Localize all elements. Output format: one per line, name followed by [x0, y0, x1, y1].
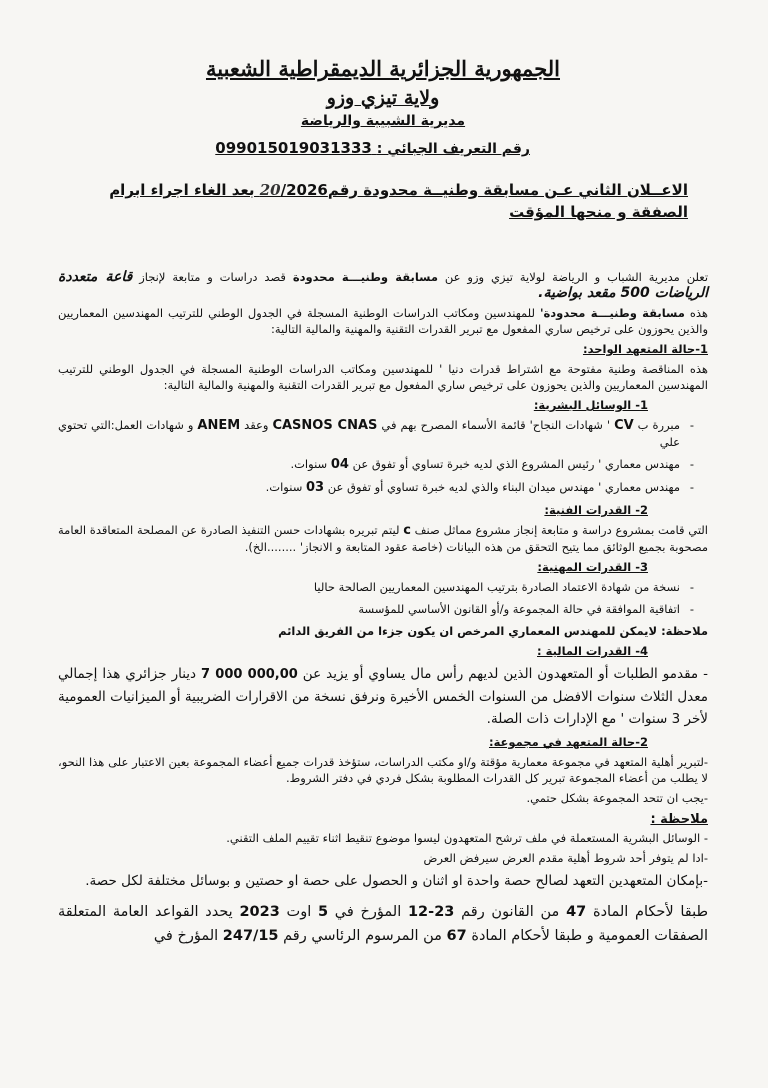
legal-paragraph — [58, 900, 708, 948]
text: يحدد القواعد العامة المتعلقة الصفقات العمومية و طبقا لأحكام المادة — [58, 904, 708, 944]
case2-item: -يجب ان تتحد المجموعة بشكل حتمي. — [526, 791, 708, 805]
professional-title: 3- القدرات المهنية: — [537, 560, 648, 574]
text: دينار جزائري هذا إجمالي معدل الثلاث سنوات الافضل من السنوات الخمس الأخيرة ونرفق نسخة من الاقرارات الضريبية أو الميزانيات العمومية لأخر 3 سنوات ' مع الإدارات ذات الصلة. — [58, 666, 708, 727]
note-3: -بإمكان المتعهدين التعهد لصالح حصة واحدة او اثنان و الحصول على حصة او حصتين و بوسائل مختلفة لكل حصة. — [85, 873, 708, 889]
intro2-text-a: هذه — [689, 306, 709, 320]
day-value: 5 — [317, 904, 329, 920]
notes-title: ملاحظة : — [650, 812, 708, 827]
anem-label: ANEM — [197, 418, 241, 433]
cv-label: CV — [614, 418, 634, 433]
list-item: - اتفاقية الموافقة في حالة المجموعة و/أو القانون الأساسي للمؤسسة — [58, 601, 680, 617]
text: ' شهادات النجاح' قائمة الأسماء المصرح بهم في — [381, 418, 611, 432]
case2-text: -لتبرير أهلية المتعهد في مجموعة معمارية مؤقتة و/او مكتب الدراسات، ستؤخذ قدرات جميع أعضاء المجموعة بعين الاعتبار على هذا النحو، لا يطلب من أعضاء المجموعة تبرير كل القدرات المطلوبة بشكل فردي في دفتر الشروط. — [58, 755, 708, 785]
years-value: 04 — [330, 457, 349, 472]
text: مهندس معماري ' مهندس ميدان البناء والذي لديه خبرة تساوي أو تفوق عن — [327, 480, 680, 494]
tax-id-line — [58, 139, 530, 157]
list-item — [58, 417, 680, 450]
letterhead — [58, 56, 708, 129]
article-number: 67 — [446, 928, 467, 944]
text: سنوات. — [265, 480, 303, 494]
text: المؤرخ في — [153, 928, 219, 944]
project-name: قاعة متعددة الرياضات 500 مقعد بواضية. — [58, 269, 708, 301]
list-item — [58, 479, 680, 496]
announcement-title — [58, 179, 688, 223]
text: مقدمو الطلبات أو المتعهدون الذين لديهم رأس مال يساوي أو يزيد عن — [302, 666, 699, 682]
text: مهندس معماري ' رئيس المشروع الذي لديه خبرة تساوي أو تفوق عن — [352, 457, 680, 471]
article-number: 47 — [566, 904, 587, 920]
tax-id-value: 099015019031333 — [215, 139, 372, 157]
text: و شهادات العمل:التي تحتوي علي — [58, 418, 680, 449]
announcement-title-part1: الاعــلان الثاني عـن مسابقة وطنيــة محدودة رقم — [327, 181, 688, 199]
note-1: - الوسائل البشرية المستعملة في ملف ترشح المتعهدون ليسوا موضوع تنقيط اثناء تقييم الملف التقني. — [226, 831, 708, 845]
professional-note: ملاحظة: لايمكن للمهندس المعماري المرخص ان يكون جزءا من الفريق الدائم — [278, 624, 708, 638]
intro-text-c: قصد دراسات و متابعة لإنجاز — [139, 270, 286, 284]
directorate-title: مديرية الشبيبة والرياضة — [300, 113, 466, 129]
tax-id-label: رقم التعريف الجبائي : — [376, 141, 530, 157]
human-resources-list — [58, 417, 708, 496]
intro2-text-c: للمهندسين ومكاتب الدراسات الوطنية المسجلة في الجدول الوطني للترتيب المهندسين المعماريين والذين يحوزون على ترخيص ساري المفعول مع تبرير القدرات التقنية والمهنية والمالية التالية: — [58, 306, 708, 336]
list-item — [58, 456, 680, 473]
text: ليتم تبريره بشهادات حسن التنفيذ الصادرة عن المصلحة المتعاقدة العامة مصحوبة بجميع الوثائق مما يتيح التحقق من هذه البيانات (خاصة عقود المتابعة و الانجاز' ........الخ). — [58, 523, 708, 554]
text: التي قامت بمشروع دراسة و متابعة إنجاز مشروع مماثل صنف — [414, 523, 708, 537]
wilaya-title: ولاية تيزي وزو — [326, 87, 440, 109]
text: طبقا لأحكام المادة — [592, 904, 709, 920]
years-value: 03 — [306, 480, 325, 495]
announcement-title-part2: /2026 بعد الغاء اجراء ابرام — [109, 181, 328, 199]
text: من القانون رقم — [461, 904, 560, 920]
financial-text: - مقدمو الطلبات أو المتعهدون الذين لديهم رأس مال يساوي أو يزيد عن 7 000 000,00 دينار جزائري هذا إجمالي معدل الثلاث سنوات الافضل من السنوات الخمس الأخيرة ونرفق نسخة من الاقرارات الضريبية أو الميزانيات العمومية لأخر 3 سنوات ' مع الإدارات ذات الصلة. — [58, 666, 708, 727]
case1-title: 1-حالة المتعهد الواحد: — [582, 342, 708, 356]
technical-title: 2- القدرات الفنية: — [544, 503, 648, 517]
intro-paragraph-2 — [58, 305, 708, 337]
technical-text — [58, 522, 708, 555]
intro2-text-b: مسابقة وطنيـــة محدودة' — [539, 306, 685, 320]
law-number: 23-12 — [407, 904, 455, 920]
text: من المرسوم الرئاسي رقم — [283, 928, 442, 944]
decree-number: 247/15 — [222, 928, 279, 944]
note-2: -ادا لم يتوفر أحد شروط أهلية مقدم العرض سيرفض العرض — [423, 851, 708, 865]
list-item: - نسخة من شهادة الاعتماد الصادرة بترتيب المهندسين المعماريين الصالحة حاليا — [58, 579, 680, 595]
professional-list — [58, 579, 708, 617]
text: اوت — [286, 904, 312, 920]
text: وعقد — [244, 418, 269, 432]
announcement-number: 20 — [259, 181, 281, 199]
year-value: 2023 — [239, 904, 280, 920]
amount-value: 7 000 000,00 — [201, 667, 298, 682]
intro-text-a: تعلن مديرية الشباب و الرياضة لولاية تيزي وزو عن — [444, 270, 709, 284]
text: مبررة ب — [637, 418, 681, 432]
document-body — [58, 269, 708, 948]
text: سنوات. — [290, 457, 328, 471]
case2-title: 2-حالة المتعهد في مجموعة: — [488, 735, 648, 749]
announcement-title-line2: الصفقة و منحها المؤقت — [509, 203, 688, 221]
intro-paragraph — [58, 269, 708, 301]
financial-title: 4- القدرات المالية : — [537, 644, 648, 658]
republic-title: الجمهورية الجزائرية الديمقراطية الشعبية — [205, 56, 560, 81]
category-value: c — [403, 523, 411, 538]
orgs-label: CASNOS CNAS — [272, 418, 378, 433]
intro-text-b: مسابقة وطنيـــة محدودة — [292, 270, 439, 284]
text: المؤرخ في — [334, 904, 402, 920]
case1-text: هذه المناقصة وطنية مفتوحة مع اشتراط قدرات دنيا ' للمهندسين ومكاتب الدراسات الوطنية المسجلة في الجدول الوطني للترتيب المهندسين المعماريين والذين يحوزون على ترخيص ساري المفعول مع تبرير القدرات التقنية والمهنية والمالية التالية: — [58, 362, 708, 392]
human-resources-title: 1- الوسائل البشرية: — [533, 398, 648, 412]
